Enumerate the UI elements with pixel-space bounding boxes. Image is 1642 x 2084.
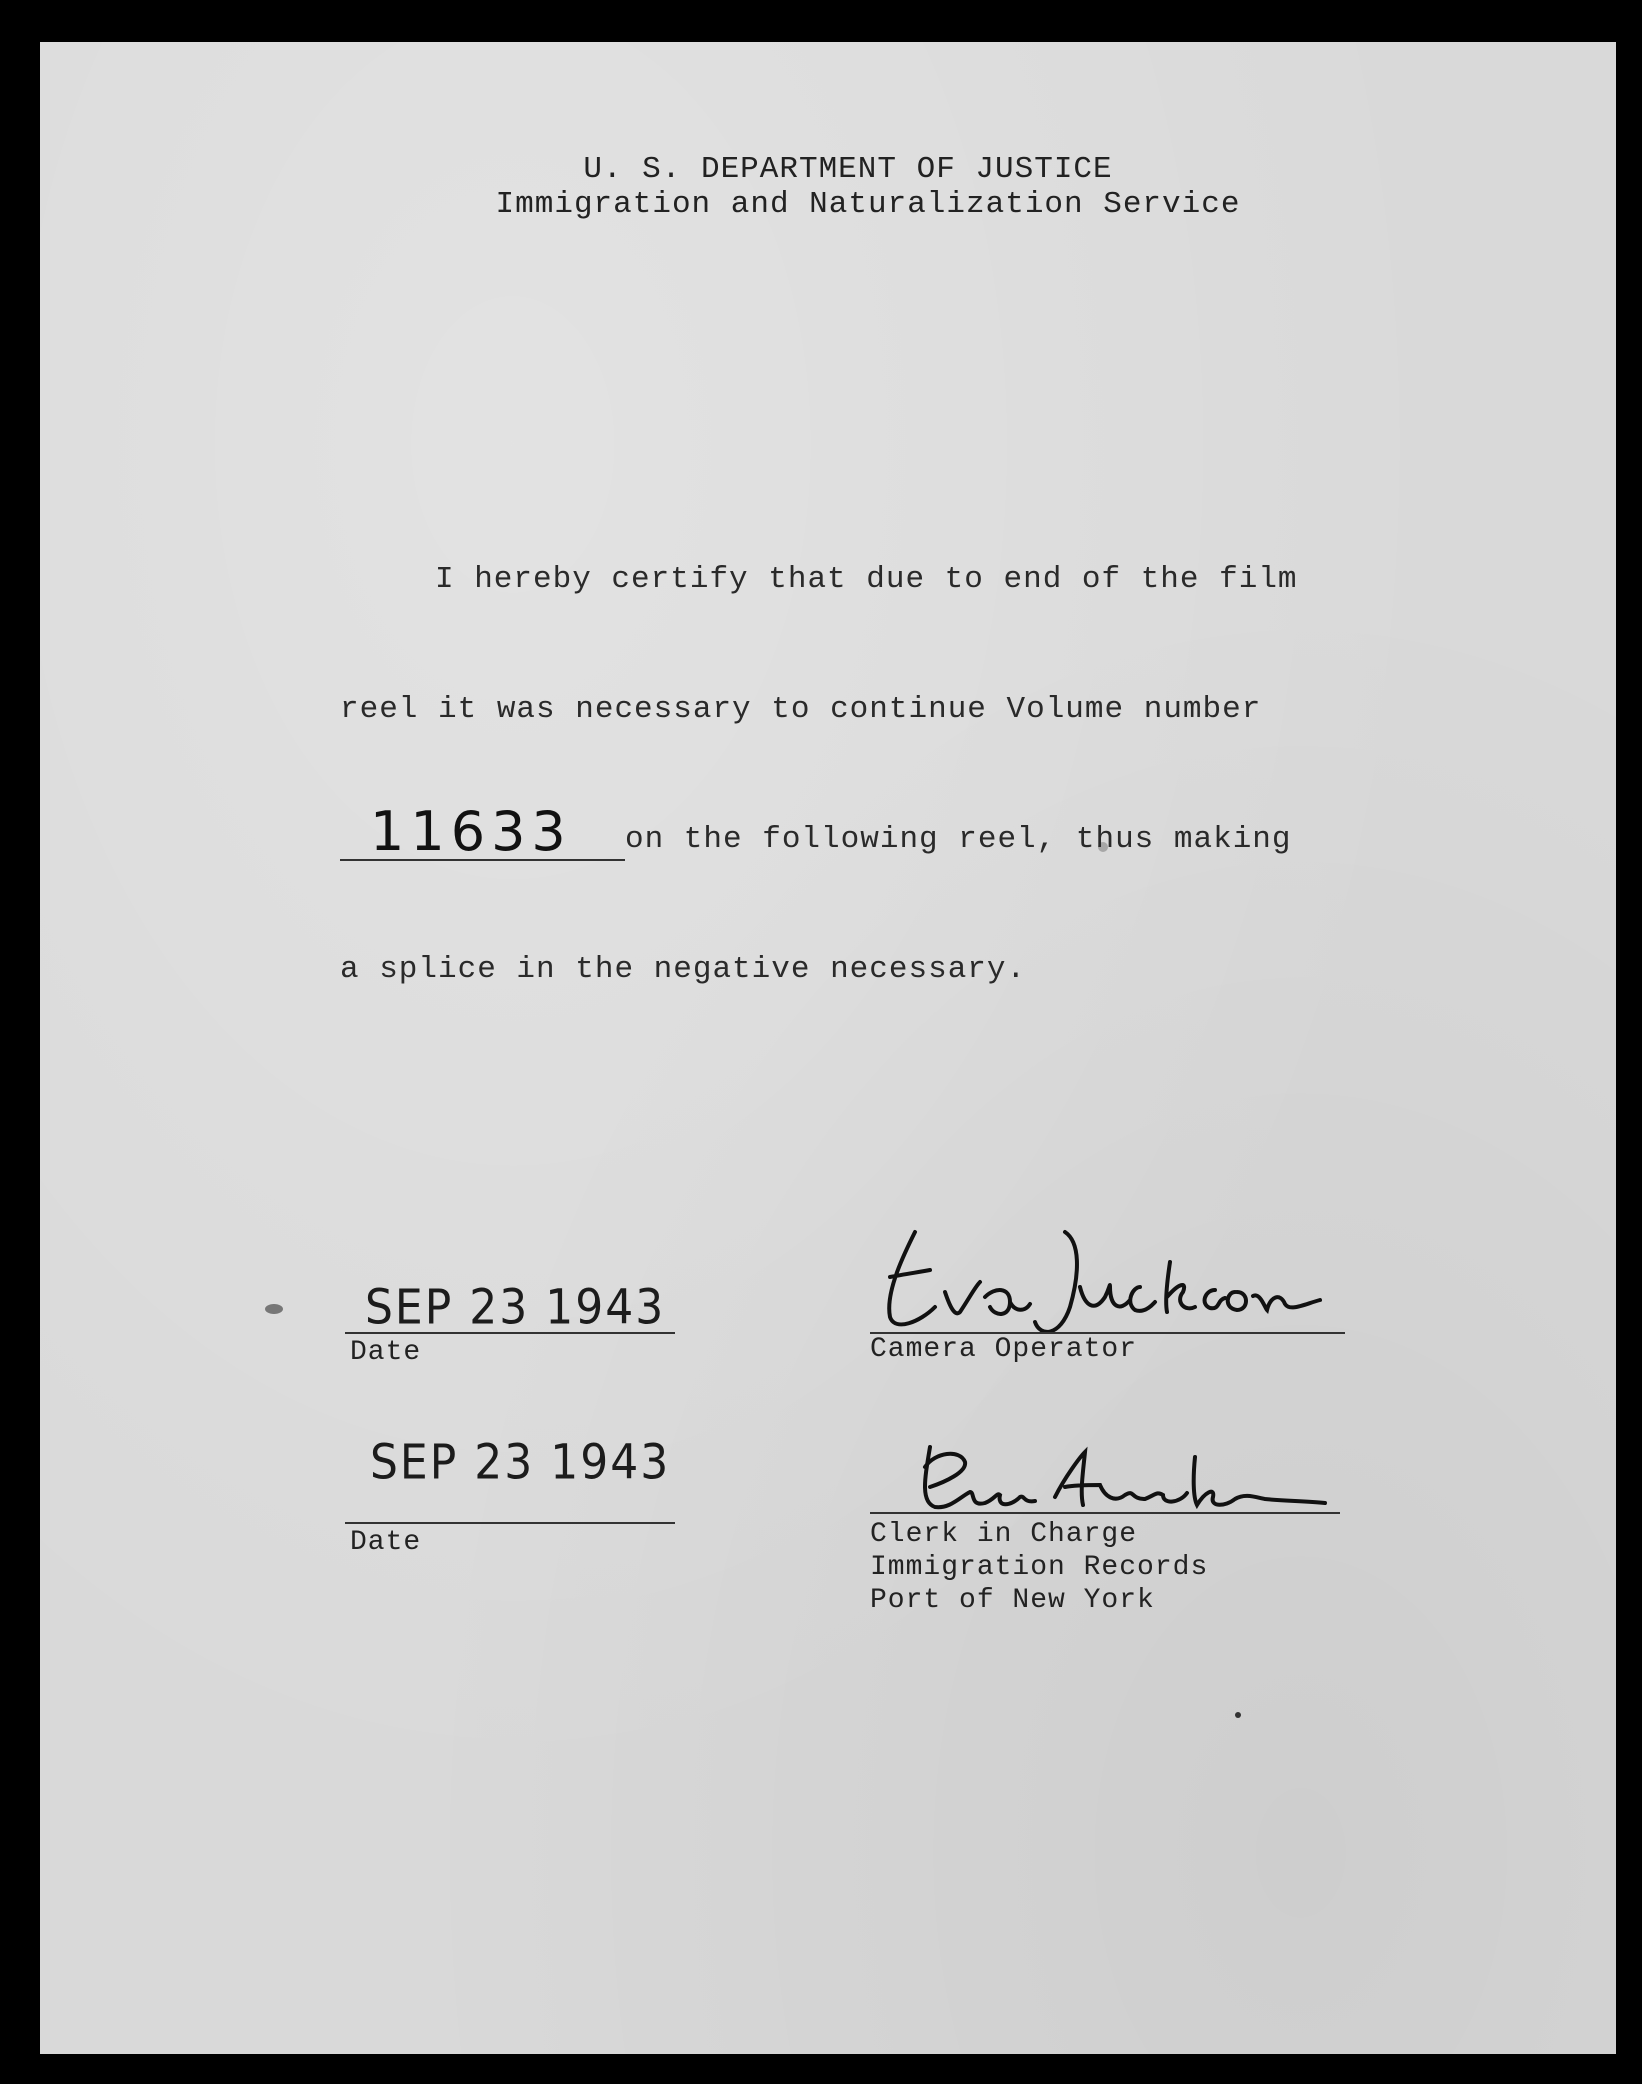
certification-line-3: on the following reel, thus making [625,822,1292,857]
certification-line-4: a splice in the negative necessary. [340,952,1027,987]
clerk-line [870,1512,1340,1514]
camera-operator-signature [875,1212,1355,1342]
ink-speck [265,1304,283,1314]
date-label-2: Date [350,1527,422,1558]
paper-smudge [1098,842,1108,852]
volume-number-handwritten: 11633 [370,800,572,863]
document-page [40,42,1616,2054]
clerk-label-department: Immigration Records [870,1552,1209,1583]
date-label-1: Date [350,1337,422,1368]
date-stamp-1: SEP 23 1943 [365,1279,666,1336]
department-heading: U. S. DEPARTMENT OF JUSTICE [583,152,1113,187]
camera-operator-label: Camera Operator [870,1334,1138,1365]
date-stamp-2: SEP 23 1943 [370,1434,671,1491]
clerk-label-location: Port of New York [870,1585,1155,1616]
service-heading: Immigration and Naturalization Service [495,187,1241,222]
date-line-2 [345,1522,675,1524]
ink-dot [1235,1712,1241,1718]
date-line-1 [345,1332,675,1334]
clerk-label-title: Clerk in Charge [870,1519,1138,1550]
certification-line-1: I hereby certify that due to end of the film [435,562,1298,597]
certification-line-2: reel it was necessary to continue Volume number [340,692,1262,727]
